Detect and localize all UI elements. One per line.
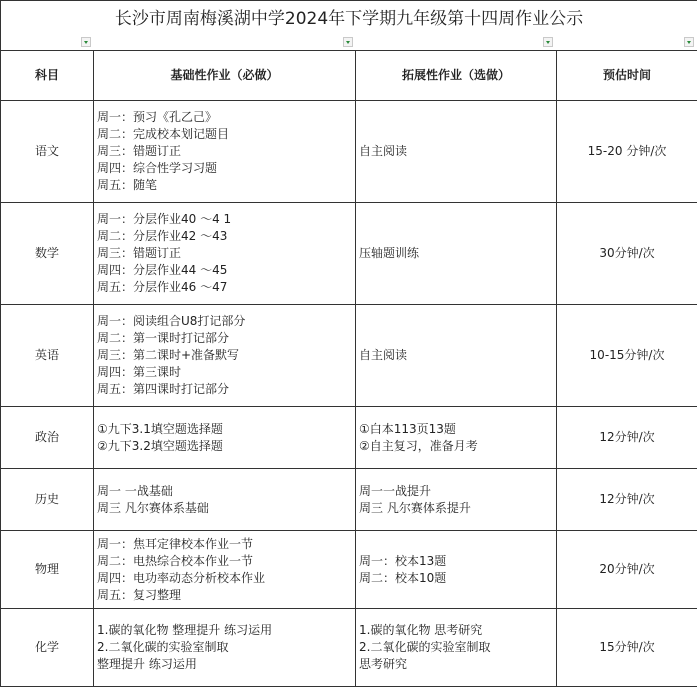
basic-homework-line: 周二：分层作业42 ～43 [97,228,355,245]
table-row [1,609,697,687]
extended-homework-cell [356,203,557,305]
extended-homework-cell [356,407,557,469]
basic-homework-line: 2.二氧化碳的实验室制取 [97,639,355,656]
basic-homework-line: 周三：错题订正 [97,143,355,160]
estimated-time-cell: 30分钟/次 [557,203,697,305]
filter-dropdown-icon[interactable] [543,37,553,47]
extended-homework-line: ②自主复习，准备月考 [359,438,556,455]
estimated-time-cell: 15分钟/次 [557,609,697,687]
title-cell [1,1,697,51]
basic-homework-line: 周五：第四课时打记部分 [97,381,355,398]
page-title: 长沙市周南梅溪湖中学2024年下学期九年级第十四周作业公示 [115,9,583,29]
basic-homework-cell [94,407,356,469]
basic-homework-cell [94,203,356,305]
basic-homework-line: 周二：电热综合校本作业一节 [97,553,355,570]
basic-homework-line: 周四：综合性学习习题 [97,160,355,177]
estimated-time-cell: 12分钟/次 [557,407,697,469]
filter-dropdown-icon[interactable] [81,37,91,47]
subject-cell: 语文 [1,101,94,203]
basic-homework-line: 周五：复习整理 [97,587,355,604]
table-row [1,101,697,203]
title-row [1,1,697,51]
extended-homework-cell [356,531,557,609]
basic-homework-line: 周三：错题订正 [97,245,355,262]
basic-homework-line: ①九下3.1填空题选择题 [97,421,355,438]
basic-homework-line: 周四：电功率动态分析校本作业 [97,570,355,587]
basic-homework-line: 周四：第三课时 [97,364,355,381]
extended-homework-cell [356,101,557,203]
table-row [1,203,697,305]
extended-homework-line: 自主阅读 [359,143,556,160]
filter-dropdown-icon[interactable] [343,37,353,47]
filter-dropdown-icon[interactable] [684,37,694,47]
extended-homework-cell [356,609,557,687]
basic-homework-line: 周一：阅读组合U8打记部分 [97,313,355,330]
subject-cell: 化学 [1,609,94,687]
header-time: 预估时间 [557,51,697,101]
estimated-time-cell: 12分钟/次 [557,469,697,531]
subject-cell: 数学 [1,203,94,305]
estimated-time-cell: 20分钟/次 [557,531,697,609]
subject-cell: 物理 [1,531,94,609]
basic-homework-line: 1.碳的氧化物 整理提升 练习运用 [97,622,355,639]
basic-homework-line: 整理提升 练习运用 [97,656,355,673]
subject-cell: 政治 [1,407,94,469]
extended-homework-cell [356,305,557,407]
basic-homework-line: ②九下3.2填空题选择题 [97,438,355,455]
table-row [1,531,697,609]
extended-homework-line: 压轴题训练 [359,245,556,262]
basic-homework-line: 周三 凡尔赛体系基础 [97,500,355,517]
extended-homework-line: 周一：校本13题 [359,553,556,570]
extended-homework-line: 周三 凡尔赛体系提升 [359,500,556,517]
extended-homework-cell [356,469,557,531]
basic-homework-line: 周五：随笔 [97,177,355,194]
subject-cell: 英语 [1,305,94,407]
header-extended: 拓展性作业（选做） [356,51,557,101]
extended-homework-line: 思考研究 [359,656,556,673]
extended-homework-line: 周一一战提升 [359,483,556,500]
basic-homework-line: 周一：分层作业40 ～4 1 [97,211,355,228]
basic-homework-cell [94,609,356,687]
table-row [1,469,697,531]
basic-homework-line: 周二：第一课时打记部分 [97,330,355,347]
extended-homework-line: 1.碳的氧化物 思考研究 [359,622,556,639]
basic-homework-cell [94,531,356,609]
basic-homework-line: 周一 一战基础 [97,483,355,500]
basic-homework-line: 周五：分层作业46 ～47 [97,279,355,296]
estimated-time-cell: 10-15分钟/次 [557,305,697,407]
basic-homework-line: 周二：完成校本划记题目 [97,126,355,143]
basic-homework-cell [94,305,356,407]
extended-homework-line: ①白本113页13题 [359,421,556,438]
estimated-time-cell: 15-20 分钟/次 [557,101,697,203]
basic-homework-cell [94,469,356,531]
table-row [1,305,697,407]
subject-cell: 历史 [1,469,94,531]
header-subject: 科目 [1,51,94,101]
header-basic: 基础性作业（必做） [94,51,356,101]
extended-homework-line: 自主阅读 [359,347,556,364]
extended-homework-line: 2.二氧化碳的实验室制取 [359,639,556,656]
basic-homework-line: 周一：预习《孔乙己》 [97,109,355,126]
basic-homework-line: 周一：焦耳定律校本作业一节 [97,536,355,553]
basic-homework-line: 周四：分层作业44 ～45 [97,262,355,279]
table-row [1,407,697,469]
extended-homework-line: 周二：校本10题 [359,570,556,587]
header-row [1,51,697,101]
basic-homework-line: 周三：第二课时+准备默写 [97,347,355,364]
basic-homework-cell [94,101,356,203]
